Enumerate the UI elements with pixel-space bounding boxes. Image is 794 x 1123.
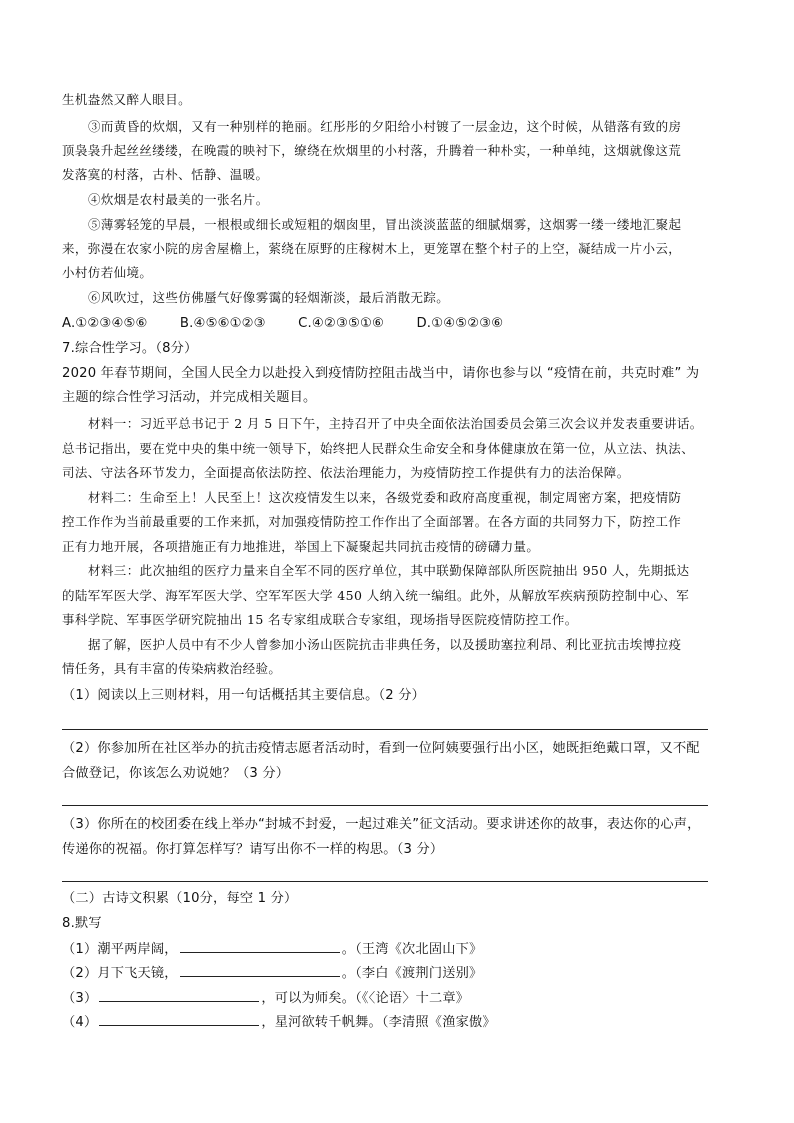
material-4-line: 据了解，医护人员中有不少人曾参加小汤山医院抗击非典任务，以及援助塞拉利昂、利比亚抗击埃博拉疫	[88, 637, 682, 652]
question-7-intro: 主题的综合性学习活动，并完成相关题目。	[62, 390, 317, 405]
recitation-item-3	[62, 989, 469, 1007]
recitation-prefix: （1）潮平两岸阔，	[62, 942, 178, 957]
sentence-3-line: ③而黄昏的炊烟，又有一种别样的艳丽。红彤彤的夕阳给小村镀了一层金边，这个时候，从错落有致的房	[88, 119, 682, 134]
material-2-line: 正有力地开展，各项措施正有力地推进，举国上下凝聚起共同抗击疫情的磅礴力量。	[62, 539, 540, 554]
fill-blank-1[interactable]	[180, 940, 340, 953]
sentence-4: ④炊烟是农村最美的一张名片。	[88, 192, 269, 207]
question-8-title: 8.默写	[62, 916, 102, 931]
question-7-title: 7.综合性学习。（8分）	[62, 341, 198, 356]
question-7-intro: 2020 年春节期间，全国人民全力以赴投入到疫情防控阻击战当中，请你也参与以 “疫情在前，共克时难” 为	[62, 366, 700, 381]
recitation-suffix: ，可以为师矣。（《〈论语〉十二章》	[261, 991, 470, 1006]
option-a: A.①②③④⑤⑥	[62, 316, 148, 331]
answer-line-2[interactable]	[62, 805, 708, 806]
material-2-line: 材料二：生命至上！人民至上！这次疫情发生以来，各级党委和政府高度重视，制定周密方案，把疫情防	[88, 490, 682, 505]
sub-question-3: （3）你所在的校团委在线上举办“封城不封爱，一起过难关”征文活动。要求讲述你的故事，表达你的心声，	[62, 817, 701, 832]
material-3-line: 材料三：此次抽组的医疗力量来自全军不同的医疗单位，其中联勤保障部队所医院抽出 950 人，先期抵达	[88, 563, 690, 578]
sub-question-2: （2）你参加所在社区举办的抗击疫情志愿者活动时，看到一位阿姨要强行出小区，她既拒绝戴口罩，又不配	[62, 741, 700, 756]
recitation-prefix: （4）	[62, 1015, 98, 1030]
option-b: B.④⑤⑥①②③	[179, 316, 266, 331]
sentence-5-line: 小村仿若仙境。	[62, 265, 153, 280]
sub-question-3: 传递你的祝福。你打算怎样写？请写出你不一样的构思。（3 分）	[62, 842, 444, 857]
recitation-suffix: 。（李白《渡荆门送别》	[341, 966, 483, 981]
recitation-item-2	[62, 964, 482, 982]
section-2-title: （二）古诗文积累（10分，每空 1 分）	[62, 891, 298, 906]
recitation-prefix: （2）月下飞天镜，	[62, 966, 178, 981]
recitation-item-1	[62, 940, 482, 958]
sentence-6: ⑥风吹过，这些仿佛蜃气好像雾霭的轻烟渐淡，最后消散无踪。	[88, 290, 450, 305]
sub-question-1: （1）阅读以上三则材料，用一句话概括其主要信息。（2 分）	[62, 688, 426, 703]
option-c: C.④②③⑤①⑥	[298, 316, 385, 331]
sentence-5-line: 来，弥漫在农家小院的房舍屋檐上，萦绕在原野的庄稼树木上，更笼罩在整个村子的上空，凝结成一片小云，	[62, 241, 682, 256]
answer-line-1[interactable]	[62, 729, 708, 730]
sub-question-2: 合做登记，你该怎么劝说她？（3 分）	[62, 766, 290, 781]
recitation-suffix: 。（王湾《次北固山下》	[341, 942, 483, 957]
material-1-line: 总书记指出，要在党中央的集中统一领导下，始终把人民群众生命安全和身体健康放在第一位，从立法、执法、	[62, 441, 695, 456]
recitation-prefix: （3）	[62, 991, 98, 1006]
recitation-item-4	[62, 1013, 496, 1031]
answer-options	[62, 316, 531, 332]
sentence-3-line: 顶袅袅升起丝丝缕缕，在晚霞的映衬下，缭绕在炊烟里的小村落，升腾着一种朴实，一种单纯，这烟就像这荒	[62, 143, 682, 158]
sentence-5-line: ⑤薄雾轻笼的早晨，一根根或细长或短粗的烟囱里，冒出淡淡蓝蓝的细腻烟雾，这烟雾一缕一缕地汇聚起	[88, 217, 682, 232]
material-3-line: 的陆军军医大学、海军军医大学、空军军医大学 450 人纳入统一编组。此外，从解放军疾病预防控制中心、军	[62, 588, 690, 603]
sentence-3-line: 发落寞的村落，古朴、恬静、温暖。	[62, 167, 269, 182]
answer-line-3[interactable]	[62, 881, 708, 882]
passage-line: 生机盎然又醉人眼目。	[62, 92, 192, 107]
fill-blank-3[interactable]	[99, 989, 259, 1002]
recitation-suffix: ，星河欲转千帆舞。（李清照《渔家傲》	[261, 1015, 496, 1030]
fill-blank-2[interactable]	[180, 964, 340, 977]
material-4-line: 情任务，具有丰富的传染病救治经验。	[62, 661, 282, 676]
fill-blank-4[interactable]	[99, 1013, 259, 1026]
material-1-line: 材料一：习近平总书记于 2 月 5 日下午，主持召开了中央全面依法治国委员会第三次会议并发表重要讲话。	[88, 416, 703, 431]
material-3-line: 事科学院、军事医学研究院抽出 15 名专家组成联合专家组，现场指导医院疫情防控工作。	[62, 612, 578, 627]
option-d: D.①④⑤②③⑥	[416, 316, 504, 331]
material-1-line: 司法、守法各环节发力，全面提高依法防控、依法治理能力，为疫情防控工作提供有力的法治保障。	[62, 465, 630, 480]
material-2-line: 控工作作为当前最重要的工作来抓，对加强疫情防控工作作出了全面部署。在各方面的共同努力下，防控工作	[62, 514, 682, 529]
